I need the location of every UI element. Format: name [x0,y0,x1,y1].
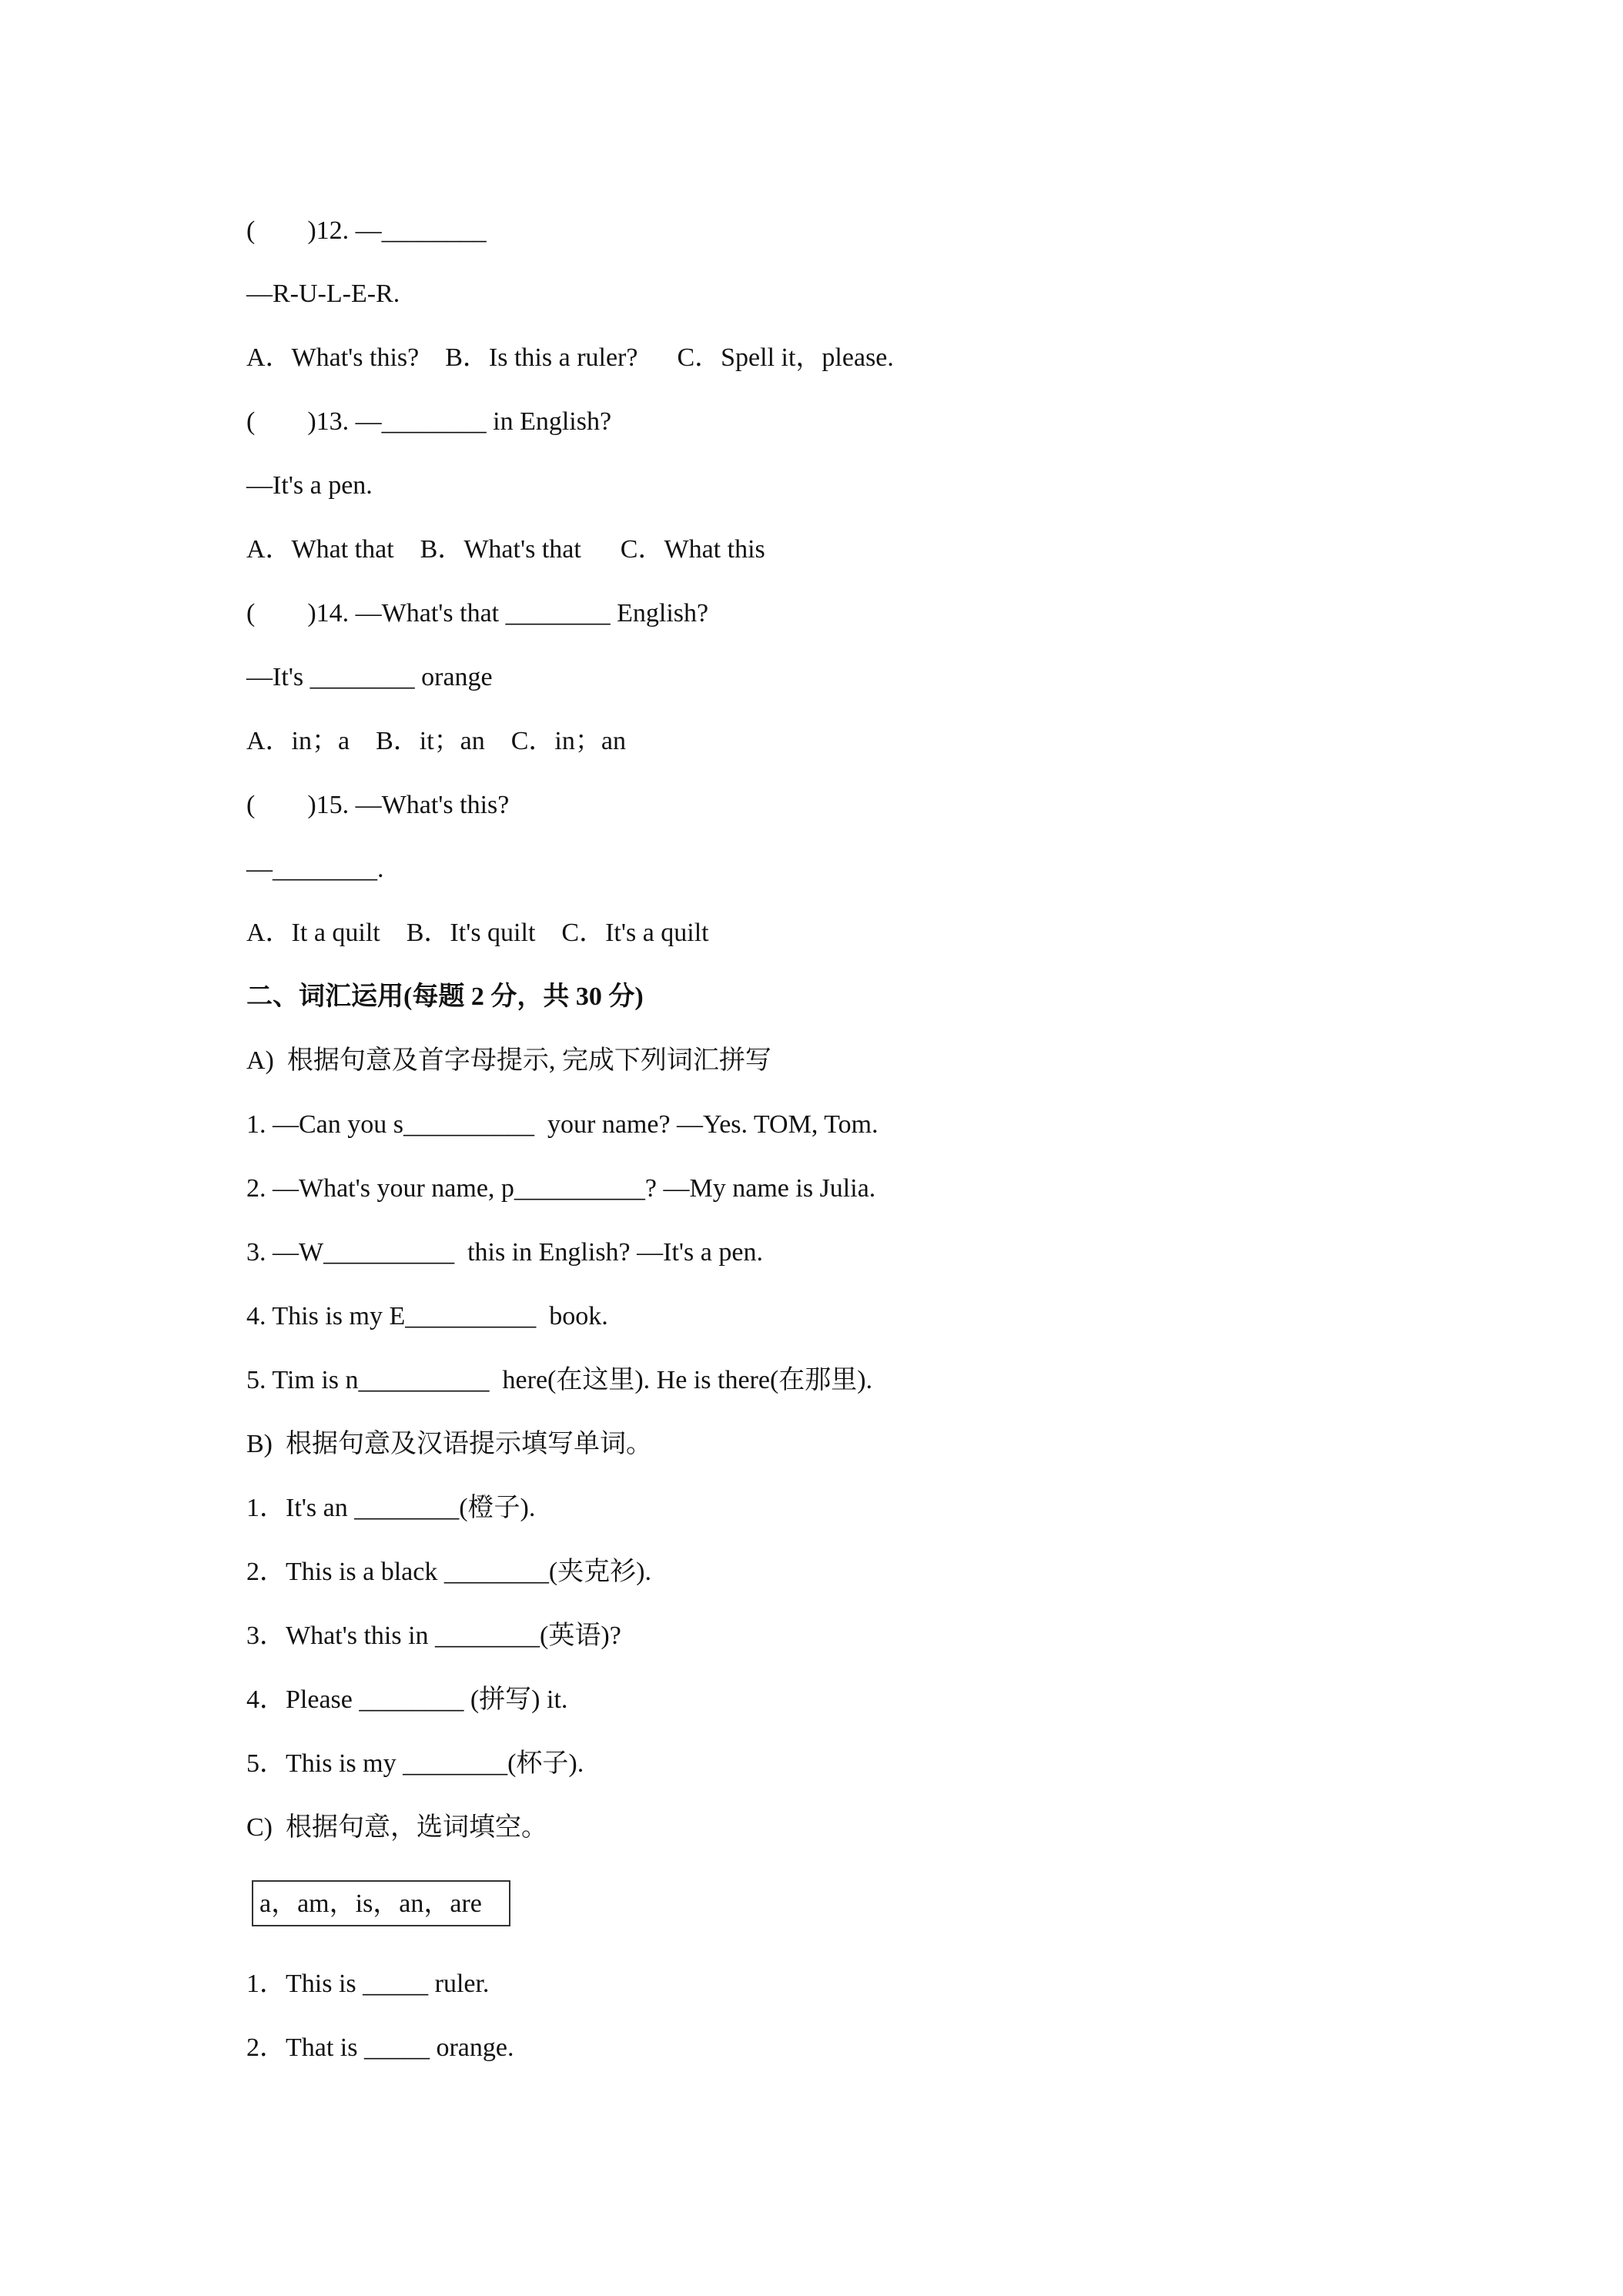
section-2-heading: 二、词汇运用(每题 2 分，共 30 分) [246,982,644,1011]
answer-15: —________. [246,855,384,883]
question-13: ( )13. —________ in English? [246,407,612,436]
options-12: A．What's this? B．Is this a ruler? C．Spell it，please. [246,343,894,372]
answer-12: —R-U-L-E-R. [246,279,400,308]
part-b-instruction: B) 根据句意及汉语提示填写单词。 [246,1430,652,1458]
part-c-instruction: C) 根据句意，选词填空。 [246,1813,547,1842]
part-b-item-1: 1．It's an ________(橙子). [246,1494,536,1522]
options-13: A．What that B．What's that C．What this [246,535,765,564]
options-14: A．in；a B．it；an C．in；an [246,727,626,755]
question-15: ( )15. —What's this? [246,791,510,819]
part-a-instruction: A) 根据句意及首字母提示, 完成下列词汇拼写 [246,1046,771,1075]
part-a-item-4: 4. This is my E__________ book. [246,1302,608,1330]
part-a-item-3: 3. —W__________ this in English? —It's a pen. [246,1238,763,1267]
question-12: ( )12. —________ [246,216,487,245]
word-bank-box: a，am，is，an，are [252,1880,510,1926]
answer-13: —It's a pen. [246,471,373,500]
answer-14: —It's ________ orange [246,663,493,691]
part-c-item-1: 1．This is _____ ruler. [246,1970,490,1998]
part-b-item-5: 5．This is my ________(杯子). [246,1749,584,1778]
part-a-item-1: 1. —Can you s__________ your name? —Yes. TOM, Tom. [246,1110,878,1139]
part-b-item-4: 4．Please ________ (拼写) it. [246,1685,568,1714]
part-c-item-2: 2．That is _____ orange. [246,2033,514,2062]
question-14: ( )14. —What's that ________ English? [246,599,709,628]
part-b-item-2: 2．This is a black ________(夹克衫). [246,1558,651,1586]
options-15: A．It a quilt B．It's quilt C．It's a quilt [246,919,709,947]
part-a-item-2: 2. —What's your name, p__________? —My name is Julia. [246,1174,876,1203]
part-b-item-3: 3．What's this in ________(英语)? [246,1622,621,1650]
part-a-item-5: 5. Tim is n__________ here(在这里). He is there(在那里). [246,1366,873,1394]
